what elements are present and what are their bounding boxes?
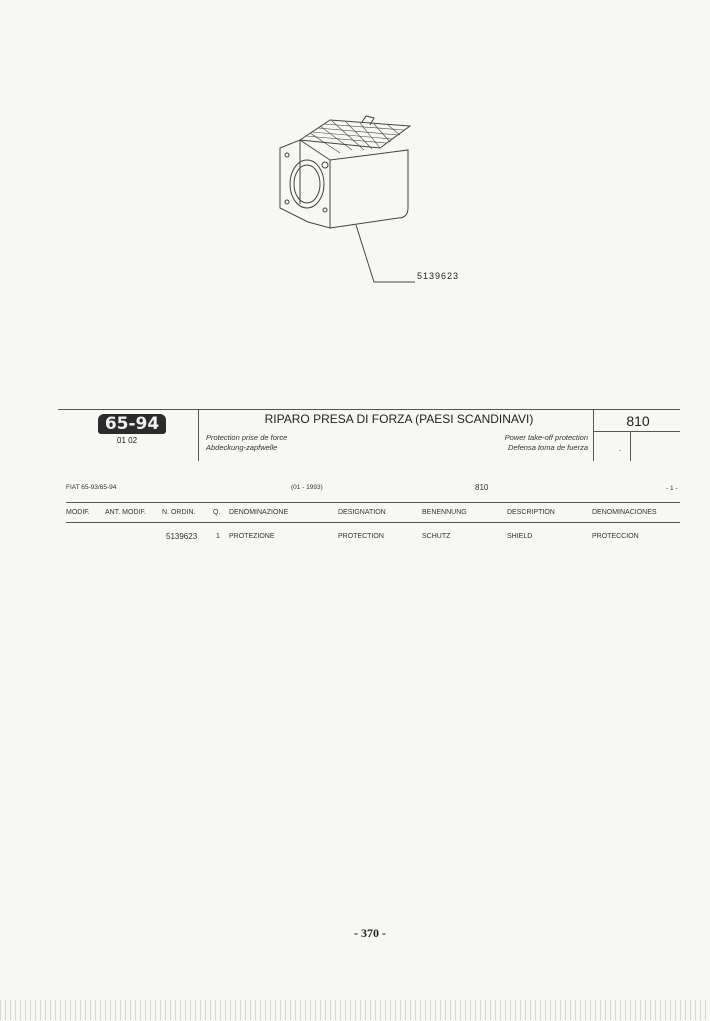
part-callout: 5139623 [417, 271, 460, 281]
col-spanish: DENOMINACIONES [592, 509, 657, 516]
part-illustration [270, 110, 470, 290]
col-quantity: Q. [213, 509, 221, 516]
pto-opening [290, 160, 324, 208]
name-english: SHIELD [507, 533, 533, 540]
part-number: 5139623 [166, 532, 198, 541]
grid-panel [300, 120, 410, 148]
box-side [330, 150, 408, 228]
subtitle-english: Power take-off protection [504, 433, 588, 442]
col-english: DESCRIPTION [507, 509, 555, 516]
page-title: RIPARO PRESA DI FORZA (PAESI SCANDINAVI) [264, 412, 534, 426]
table-top-rule [66, 502, 680, 503]
period: (01 - 1993) [291, 484, 323, 491]
col-ant-modif: ANT. MODIF. [105, 509, 146, 516]
scan-edge-noise [0, 1000, 710, 1020]
group-code-mark: . [619, 444, 622, 453]
group-code-divider [630, 431, 631, 461]
model-range: FIAT 65-93/65-94 [66, 484, 117, 491]
col-italian: DENOMINAZIONE [229, 509, 289, 516]
header-divider-left [198, 409, 199, 461]
sheet-number: - 1 - [666, 485, 678, 492]
col-french: DESIGNATION [338, 509, 386, 516]
callout-leader [356, 225, 415, 282]
name-italian: PROTEZIONE [229, 533, 275, 540]
name-french: PROTECTION [338, 533, 384, 540]
group-code: 810 [626, 413, 650, 429]
col-order-number: N. ORDIN. [162, 509, 196, 516]
col-german: BENENNUNG [422, 509, 467, 516]
subtitle-french: Protection prise de force [206, 433, 288, 442]
header-top-rule [58, 409, 680, 410]
group-code-rule [593, 431, 680, 432]
revision-date: 01 02 [117, 436, 138, 445]
quantity: 1 [216, 533, 220, 540]
subtitle-german: Abdeckung-zapfwelle [206, 443, 278, 452]
name-german: SCHUTZ [422, 533, 451, 540]
page-number: - 370 - [354, 926, 386, 940]
name-spanish: PROTECCION [592, 533, 639, 540]
col-modif: MODIF. [66, 509, 90, 516]
table-header-rule [66, 522, 680, 523]
subtitle-spanish: Defensa toma de fuerza [507, 443, 588, 452]
model-logo: 65-94 [98, 414, 166, 434]
header-divider-right [593, 409, 594, 461]
group-number: 810 [475, 483, 489, 492]
